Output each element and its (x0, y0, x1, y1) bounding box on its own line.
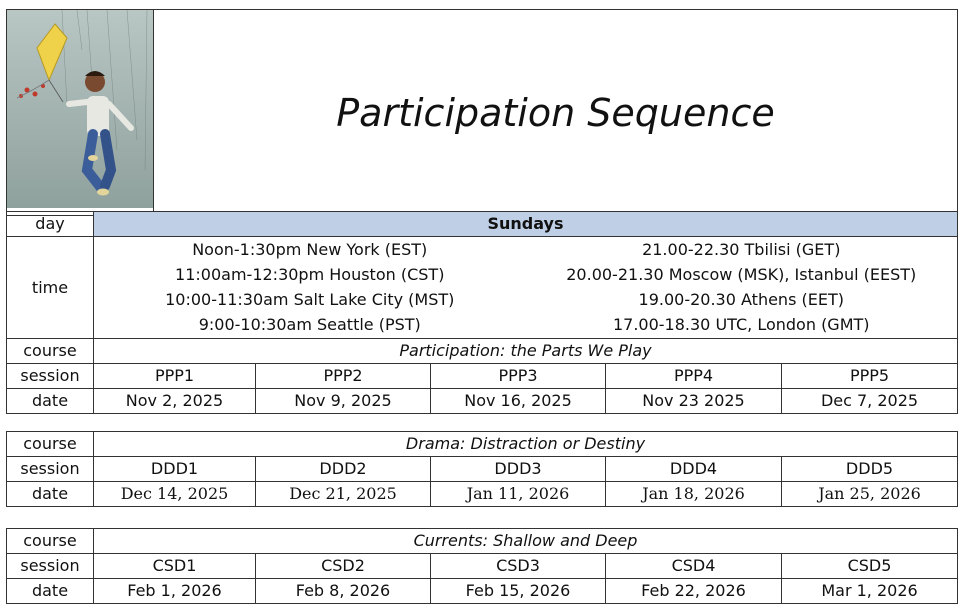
header-image-cell (7, 10, 154, 216)
date-cell: Jan 18, 2026 (606, 482, 782, 507)
time-right-3: 19.00-20.30 Athens (EET) (638, 290, 844, 309)
course-row (7, 432, 958, 457)
date-cell: Dec 7, 2025 (782, 389, 958, 414)
date-label: date (7, 482, 94, 507)
date-cell: Nov 23 2025 (606, 389, 782, 414)
session-cell: DDD4 (606, 457, 782, 482)
time-right-2: 20.00-21.30 Moscow (MSK), Istanbul (EEST) (566, 265, 917, 284)
course-label: course (7, 432, 94, 457)
time-label: time (7, 237, 94, 339)
time-left-4: 9:00-10:30am Seattle (PST) (198, 315, 421, 334)
date-label: date (7, 389, 94, 414)
session-row (7, 457, 958, 482)
date-cell: Jan 11, 2026 (431, 482, 606, 507)
schedule-table-1 (6, 211, 958, 414)
time-values (94, 237, 958, 339)
session-cell: DDD5 (782, 457, 958, 482)
session-label: session (7, 554, 94, 579)
time-left-2: 11:00am-12:30pm Houston (CST) (175, 265, 445, 284)
page-title: Participation Sequence (154, 10, 958, 216)
date-cell: Feb 8, 2026 (256, 579, 431, 604)
date-cell: Jan 25, 2026 (782, 482, 958, 507)
session-cell: PPP2 (256, 364, 431, 389)
date-cell: Nov 16, 2025 (431, 389, 606, 414)
date-row (7, 482, 958, 507)
course-name: Participation: the Parts We Play (94, 339, 958, 364)
session-row (7, 364, 958, 389)
course-label: course (7, 529, 94, 554)
session-cell: PPP1 (94, 364, 256, 389)
session-cell: DDD3 (431, 457, 606, 482)
course-label: course (7, 339, 94, 364)
session-cell: PPP3 (431, 364, 606, 389)
session-label: session (7, 364, 94, 389)
time-right-1: 21.00-22.30 Tbilisi (GET) (642, 240, 841, 259)
date-cell: Mar 1, 2026 (782, 579, 958, 604)
header-table (6, 9, 958, 216)
marionette-kite-image (7, 10, 153, 208)
day-row (7, 212, 958, 237)
course-row (7, 529, 958, 554)
session-cell: CSD3 (431, 554, 606, 579)
date-label: date (7, 579, 94, 604)
date-cell: Feb 22, 2026 (606, 579, 782, 604)
session-cell: CSD1 (94, 554, 256, 579)
session-cell: PPP5 (782, 364, 958, 389)
course-name: Drama: Distraction or Destiny (94, 432, 958, 457)
session-cell: PPP4 (606, 364, 782, 389)
course-name: Currents: Shallow and Deep (94, 529, 958, 554)
session-cell: DDD2 (256, 457, 431, 482)
date-cell: Nov 2, 2025 (94, 389, 256, 414)
date-cell: Dec 21, 2025 (256, 482, 431, 507)
date-cell: Dec 14, 2025 (94, 482, 256, 507)
schedule-table-2 (6, 431, 958, 507)
date-cell: Nov 9, 2025 (256, 389, 431, 414)
session-cell: CSD5 (782, 554, 958, 579)
session-cell: DDD1 (94, 457, 256, 482)
schedule-table-3 (6, 528, 958, 604)
date-cell: Feb 15, 2026 (431, 579, 606, 604)
session-row (7, 554, 958, 579)
day-value: Sundays (94, 212, 958, 237)
session-cell: CSD4 (606, 554, 782, 579)
date-row (7, 389, 958, 414)
date-cell: Feb 1, 2026 (94, 579, 256, 604)
time-right-4: 17.00-18.30 UTC, London (GMT) (612, 315, 870, 334)
time-row (7, 237, 958, 339)
time-left-1: Noon-1:30pm New York (EST) (192, 240, 428, 259)
session-label: session (7, 457, 94, 482)
course-row (7, 339, 958, 364)
date-row (7, 579, 958, 604)
session-cell: CSD2 (256, 554, 431, 579)
day-label: day (7, 212, 94, 237)
time-left-3: 10:00-11:30am Salt Lake City (MST) (165, 290, 455, 309)
